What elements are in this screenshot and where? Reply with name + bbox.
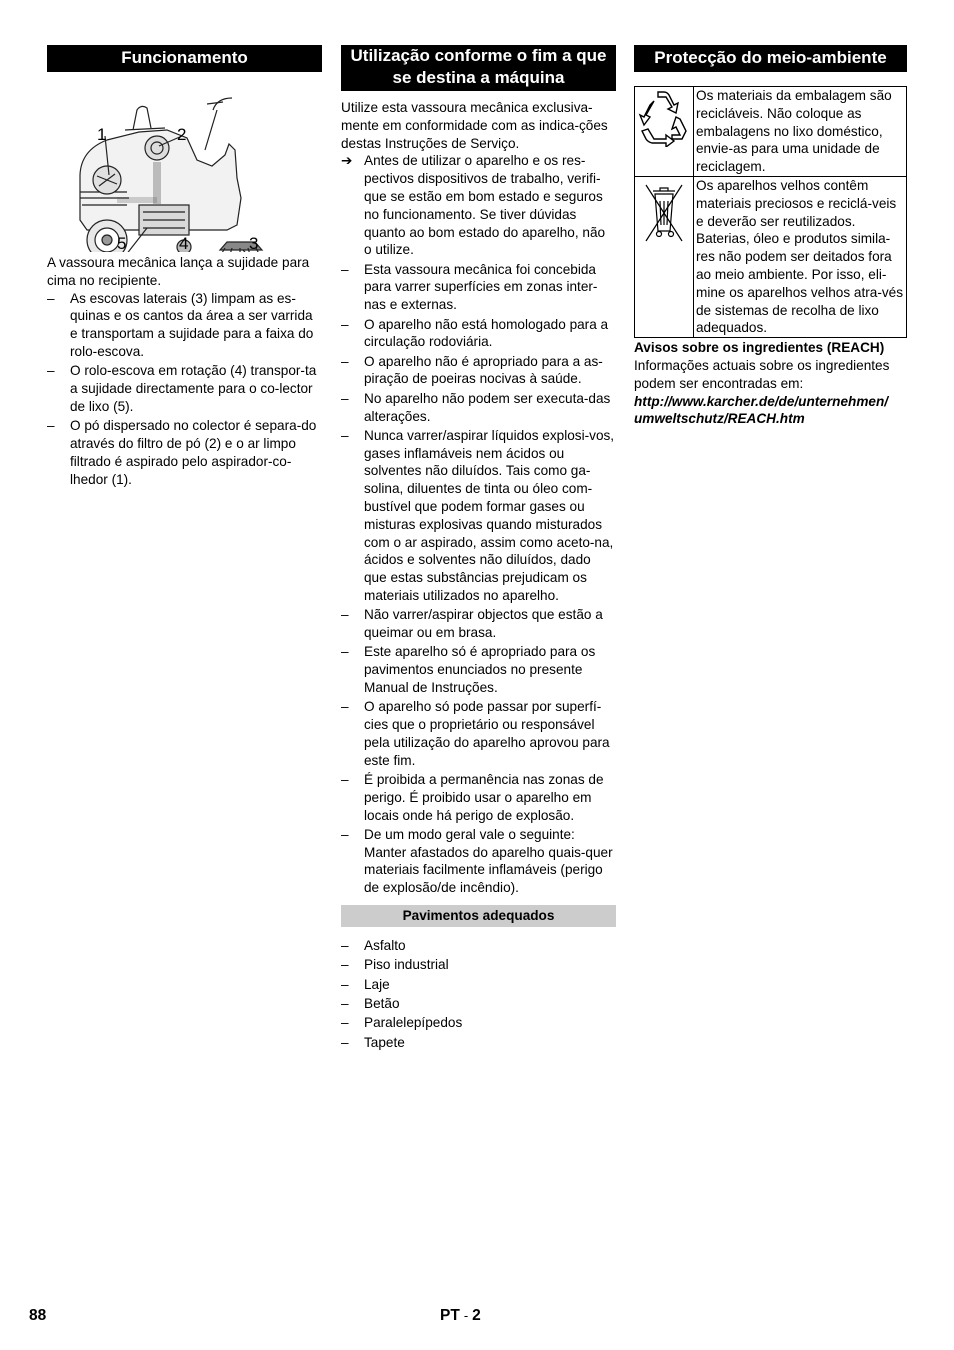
crossed-bin-icon-cell bbox=[635, 176, 694, 337]
funcionamento-intro: A vassoura mecânica lança a sujidade para cima no recipiente. bbox=[47, 255, 310, 288]
callout-1: 1 bbox=[97, 125, 107, 144]
column-funcionamento bbox=[47, 45, 322, 490]
list-item: – Asfalto bbox=[341, 938, 406, 954]
reach-link-line1[interactable]: http://www.karcher.de/de/unternehmen/ bbox=[634, 393, 889, 409]
crossed-bin-icon bbox=[636, 177, 692, 249]
section-title-utilizacao: Utilização conforme o fim a que se destina a máquina bbox=[341, 45, 616, 91]
floors-list bbox=[341, 937, 616, 1051]
arrow-icon: ➔ bbox=[341, 153, 353, 169]
reach-link-line2[interactable]: umweltschutz/REACH.htm bbox=[634, 411, 805, 427]
list-item: – Esta vassoura mecânica foi concebida para varrer superfícies em zonas inter-nas e externas. bbox=[341, 261, 598, 313]
funcionamento-list bbox=[47, 290, 322, 489]
weee-text: Os aparelhos velhos contêm materiais preciosos e reciclá-veis e deverão ser reutilizados. Baterias, óleo e produtos simila-res não podem ser deitados fora ao meio ambiente. Por isso, eli-mine os aparelhos velhos atra-vés de sistemas de recolha de lixo adequados. bbox=[694, 176, 907, 337]
sweeper-diagram bbox=[47, 80, 322, 252]
callout-5: 5 bbox=[117, 234, 127, 253]
list-item: – Piso industrial bbox=[341, 957, 449, 973]
list-item: – O pó dispersado no colector é separa-do através do filtro de pó (2) e o ar limpo filtrado é aspirado pelo aspirador-co-lhedor (1). bbox=[47, 418, 317, 487]
list-item: – O rolo-escova em rotação (4) transpor-ta a sujidade directamente para o co-lector de lixo (5). bbox=[47, 363, 317, 414]
list-item: – Este aparelho só é apropriado para os pavimentos enunciados no presente Manual de Instruções. bbox=[341, 644, 596, 695]
list-item: – Nunca varrer/aspirar líquidos explosi-vos, gases inflamáveis nem ácidos ou solventes não diluídos. Tais como ga-solina, diluentes de tinta ou óleo com-bustível que podem formar gases ou misturas explosivas quando misturados com o ar aspirado, assim como aceto-na, ácidos e solventes não diluídos, dado que estas substâncias prejudicam os materiais utilizados no aparelho. bbox=[341, 427, 615, 604]
list-item: – É proibida a permanência nas zonas de perigo. É proibido usar o aparelho em locais onde há perigo de explosão. bbox=[341, 771, 604, 823]
recycle-icon-cell bbox=[635, 87, 694, 177]
list-item: – No aparelho não podem ser executa-das alterações. bbox=[341, 390, 611, 424]
footer-dash: - bbox=[463, 1308, 469, 1323]
language-code: PT bbox=[440, 1307, 460, 1324]
section-title-ambiente: Protecção do meio-ambiente bbox=[634, 45, 907, 72]
table-row bbox=[635, 87, 907, 177]
list-item: – Laje bbox=[341, 976, 390, 992]
environment-table bbox=[634, 86, 907, 338]
list-item: – De um modo geral vale o seguinte: Manter afastados do aparelho quais-quer materiais facilmente inflamáveis (perigo de explosão/de incêndio). bbox=[341, 826, 613, 896]
section-title-funcionamento: Funcionamento bbox=[47, 45, 322, 72]
recycle-text: Os materiais da embalagem são recicláveis. Não coloque as embalagens no lixo doméstico, envie-as para uma unidade de reciclagem. bbox=[694, 87, 907, 177]
list-item: – As escovas laterais (3) limpam as es-quinas e os cantos da área a ser varrida e transportam a sujidade para a faixa do rolo-escova. bbox=[47, 290, 314, 359]
column-ambiente bbox=[634, 45, 907, 428]
sweeper-illustration bbox=[47, 80, 322, 252]
utilizacao-intro: Utilize esta vassoura mecânica exclusiva-mente em conformidade com as indica-ções destas Instruções de Serviço. bbox=[341, 100, 608, 151]
page-footer-label bbox=[440, 1307, 481, 1325]
list-item: – O aparelho só pode passar por superfí-cies que o proprietário ou responsável pela utilização do aparelho aprovou para este fim. bbox=[341, 699, 610, 768]
reach-text: Informações actuais sobre os ingredientes podem ser encontradas em: bbox=[634, 357, 890, 391]
list-item: – Paralelepípedos bbox=[341, 1015, 463, 1031]
utilizacao-list bbox=[341, 261, 616, 897]
column-utilizacao bbox=[341, 45, 616, 1053]
callout-3: 3 bbox=[249, 234, 259, 253]
recycle-icon bbox=[636, 87, 692, 147]
page-number: 88 bbox=[29, 1307, 47, 1324]
list-item: – Tapete bbox=[341, 1034, 405, 1050]
list-item: – Betão bbox=[341, 995, 400, 1011]
list-item: – O aparelho não está homologado para a circulação rodoviária. bbox=[341, 316, 609, 350]
utilizacao-arrow-list bbox=[341, 152, 616, 259]
sub-page-number: 2 bbox=[472, 1307, 481, 1324]
reach-heading: Avisos sobre os ingredientes (REACH) bbox=[634, 340, 885, 356]
list-item: – O aparelho não é apropriado para a as-piração de poeiras nocivas à saúde. bbox=[341, 353, 603, 387]
callout-2: 2 bbox=[177, 125, 187, 144]
list-item: ➔ Antes de utilizar o aparelho e os res-pectivos dispositivos de trabalho, verifi-que se estão em bom estado e seguros no funcionamento. Se tiver dúvidas quanto ao bom estado do aparelho, não o utilize. bbox=[341, 153, 606, 258]
callout-4: 4 bbox=[179, 234, 189, 253]
list-item: – Não varrer/aspirar objectos que estão a queimar ou em brasa. bbox=[341, 607, 603, 641]
table-row bbox=[635, 176, 907, 337]
subheading-pavimentos: Pavimentos adequados bbox=[341, 905, 616, 927]
